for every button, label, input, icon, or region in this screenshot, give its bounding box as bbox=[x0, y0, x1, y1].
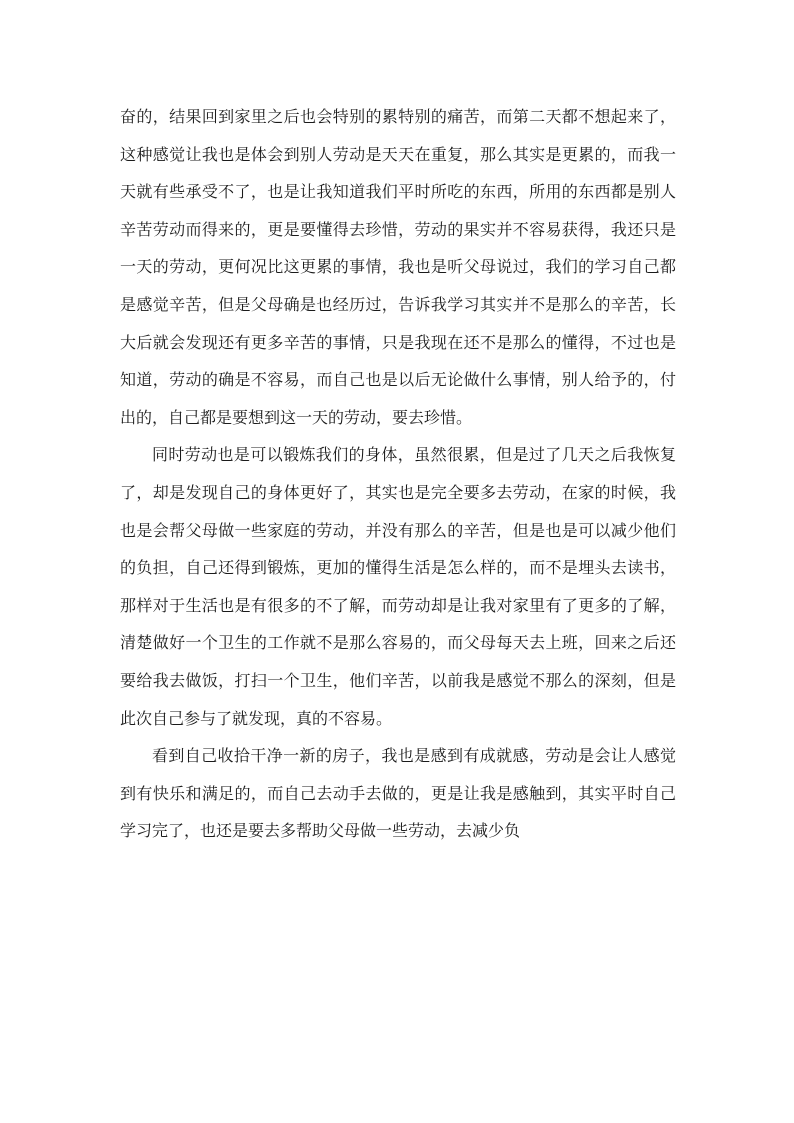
paragraph-2: 同时劳动也是可以锻炼我们的身体，虽然很累，但是过了几天之后我恢复了，却是发现自己的身体更好了，其实也是完全要多去劳动，在家的时候，我也是会帮父母做一些家庭的劳动，并没有那么的辛苦，但是也是可以减少他们的负担，自己还得到锻炼，更加的懂得生活是怎么样的，而不是埋头去读书，那样对于生活也是有很多的不了解，而劳动却是让我对家里有了更多的了解，清楚做好一个卫生的工作就不是那么容易的，而父母每天去上班，回来之后还要给我去做饭，打扫一个卫生，他们辛苦，以前我是感觉不那么的深刻，但是此次自己参与了就发现，真的不容易。 bbox=[120, 445, 676, 728]
paragraph-1: 奋的，结果回到家里之后也会特别的累特别的痛苦，而第二天都不想起来了，这种感觉让我也是体会到别人劳动是天天在重复，那么其实是更累的，而我一天就有些承受不了，也是让我知道我们平时所吃的东西，所用的东西都是别人辛苦劳动而得来的，更是要懂得去珍惜，劳动的果实并不容易获得，我还只是一天的劳动，更何况比这更累的事情，我也是听父母说过，我们的学习自己都是感觉辛苦，但是父母确是也经历过，告诉我学习其实并不是那么的辛苦，长大后就会发现还有更多辛苦的事情，只是我现在还不是那么的懂得，不过也是知道，劳动的确是不容易，而自己也是以后无论做什么事情，别人给予的，付出的，自己都是要想到这一天的劳动，要去珍惜。 bbox=[120, 107, 676, 427]
document-body bbox=[120, 98, 676, 850]
paragraph-3: 看到自己收拾干净一新的房子，我也是感到有成就感，劳动是会让人感觉到有快乐和满足的，而自己去动手去做的，更是让我是感触到，其实平时自己学习完了，也还是要去多帮助父母做一些劳动，去减少负 bbox=[120, 746, 676, 841]
